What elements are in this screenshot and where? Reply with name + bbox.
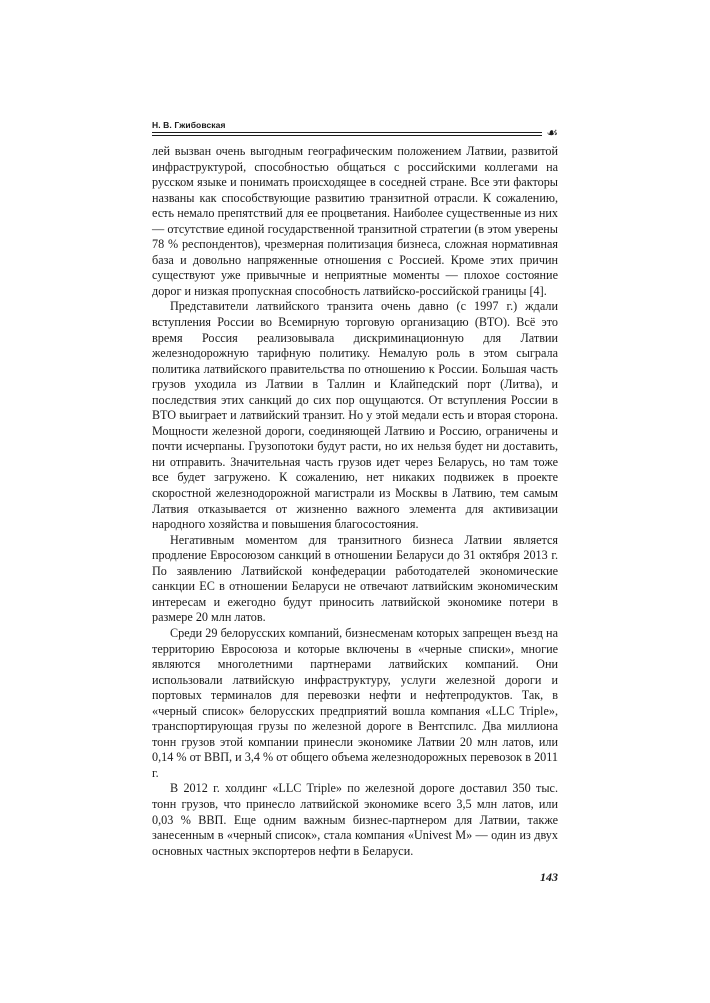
page-number: 143 xyxy=(540,870,558,884)
paragraph: В 2012 г. холдинг «LLC Triple» по железной дороге доставил 350 тыс. тонн грузов, что принесло латвийской экономике всего 3,5 млн латов, или 0,03 % ВВП. Еще одним важным бизнес-партнером для Латвии, также занесенным в «черный список», стала компания «Univest M» — один из двух основных частных экспортеров нефти в Беларуси. xyxy=(152,781,558,858)
running-head xyxy=(152,118,558,140)
body-text xyxy=(152,144,558,859)
paragraph-continued: лей вызван очень выгодным географическим положением Латвии, развитой инфраструктурой, способностью общаться с российскими коллегами на русском языке и понимать происходящее в соседней стране. Все эти факторы названы как способствующие развитию транзитной отрасли. К сожалению, есть немало препятствий для ее процветания. Наиболее существенные из них — отсутствие единой государственной транзитной стратегии (в этом уверены 78 % респондентов), чрезмерная политизация бизнеса, сложная нормативная база и довольно напряженные отношения с Россией. Кроме этих причин существуют уже привычные и неприятные моменты — плохое состояние дорог и низкая пропускная способность латвийско-российской границы [4]. xyxy=(152,144,558,298)
paragraph: Негативным моментом для транзитного бизнеса Латвии является продление Евросоюзом санкций в отношении Беларуси до 31 октября 2013 г. По заявлению Латвийской конфедерации работодателей экономические санкции ЕС в отношении Беларуси не отвечают латвийским экономическим интересам и ежегодно будут приносить латвийской экономике потери в размере 20 млн латов. xyxy=(152,532,558,625)
header-rule-thick xyxy=(152,132,542,133)
page xyxy=(152,118,558,884)
running-head-author: Н. В. Гжибовская xyxy=(152,120,226,130)
header-rule-thin xyxy=(152,135,542,136)
fleuron-icon: ☙ xyxy=(546,125,558,140)
paragraph: Представители латвийского транзита очень давно (с 1997 г.) ждали вступления России во Всемирную торговую организацию (ВТО). Всё это время Россия реализовывала дискриминационную для Латвии железнодорожную тарифную политику. Немалую роль в этом сыграла политика латвийского правительства по отношению к России. Большая часть грузов уходила из Латвии в Таллин и Клайпедский порт (Литва), и последствия этих санкций до сих пор ощущаются. От вступления России в ВТО выиграет и латвийский транзит. Но у этой медали есть и вторая сторона. Мощности железной дороги, соединяющей Латвию и Россию, ограничены и почти исчерпаны. Грузопотоки будут расти, но их нельзя будет ни доставить, ни отправить. Значительная часть грузов идет через Беларусь, но там тоже все будет загружено. К сожалению, нет никаких подвижек в проекте скоростной железнодорожной магистрали из Москвы в Латвию, тем самым Латвия отказывается от жизненно важного элемента для активизации народного хозяйства и повышения благосостояния. xyxy=(152,299,558,532)
paragraph: Среди 29 белорусских компаний, бизнесменам которых запрещен въезд на территорию Евросоюза и которые включены в «черные списки», многие являются многолетними партнерами латвийских компаний. Они использовали латвийскую инфраструктуру, услуги железной дороги и портовых терминалов для перевозки нефти и нефтепродуктов. Так, в «черный список» белорусских предприятий вошла компания «LLC Triple», транспортирующая грузы по железной дороге в Вентспилс. Два миллиона тонн грузов этой компании принесли экономике Латвии 20 млн латов, или 0,14 % от ВВП, и 3,4 % от общего объема железнодорожных перевозок в 2011 г. xyxy=(152,625,558,780)
